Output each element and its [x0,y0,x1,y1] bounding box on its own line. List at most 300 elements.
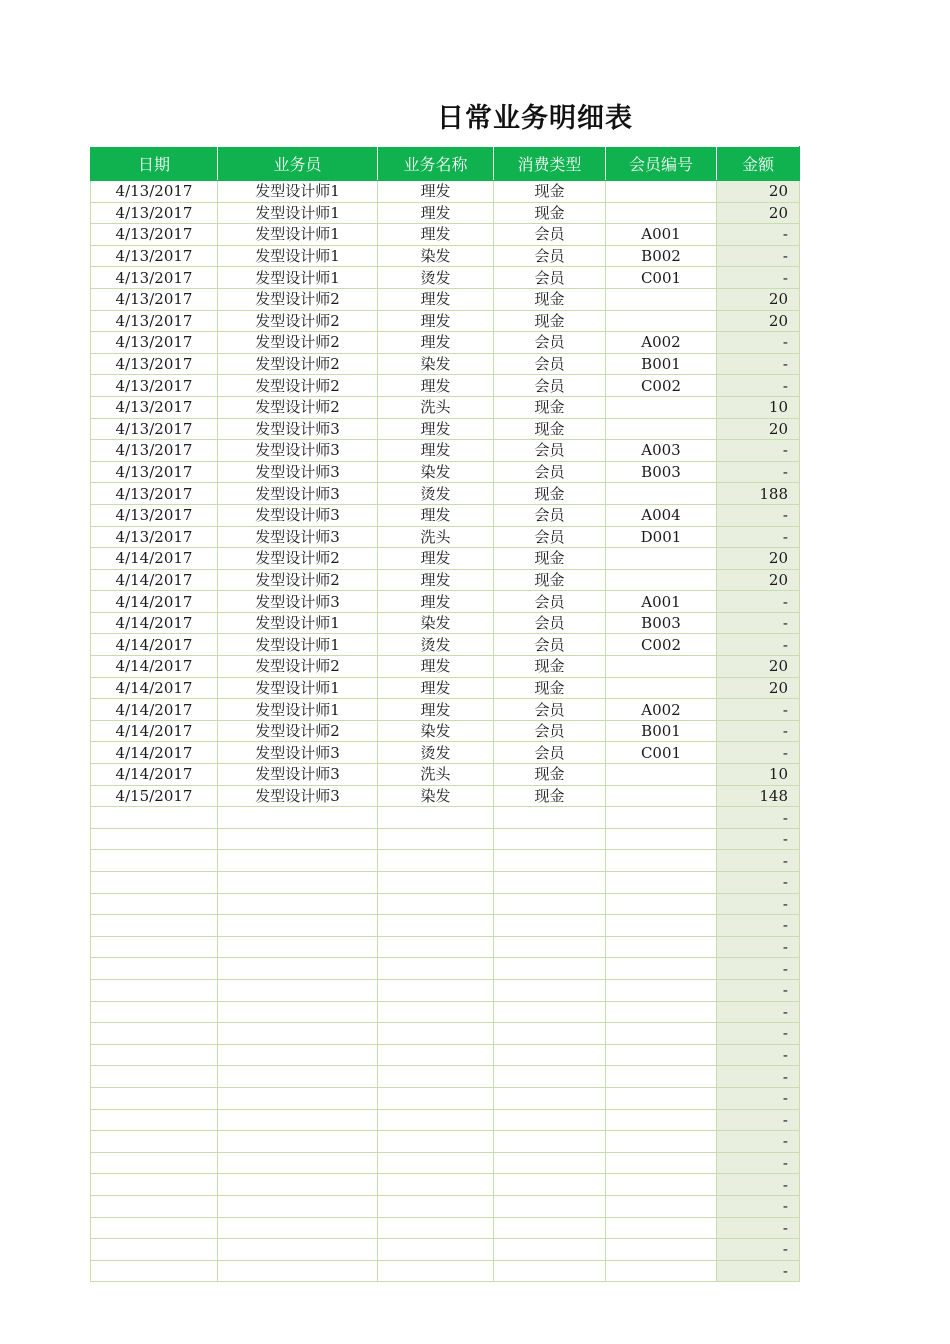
cell-staff[interactable]: 发型设计师3 [218,785,378,807]
cell-staff[interactable] [218,1087,378,1109]
cell-date[interactable]: 4/13/2017 [91,224,218,246]
cell-payment-type[interactable]: 会员 [494,720,606,742]
column-header-service[interactable]: 业务名称 [378,147,494,181]
cell-service[interactable]: 烫发 [378,267,494,289]
cell-payment-type[interactable] [494,1044,606,1066]
cell-date[interactable]: 4/13/2017 [91,375,218,397]
cell-member-id[interactable] [606,1195,717,1217]
cell-payment-type[interactable] [494,850,606,872]
cell-member-id[interactable] [606,958,717,980]
cell-member-id[interactable]: B002 [606,245,717,267]
cell-payment-type[interactable] [494,1174,606,1196]
cell-amount[interactable]: 20 [717,288,800,310]
cell-member-id[interactable] [606,1023,717,1045]
cell-staff[interactable]: 发型设计师1 [218,699,378,721]
cell-staff[interactable] [218,850,378,872]
cell-service[interactable]: 烫发 [378,634,494,656]
cell-member-id[interactable]: A001 [606,224,717,246]
cell-amount[interactable]: - [717,1087,800,1109]
cell-member-id[interactable] [606,396,717,418]
cell-date[interactable]: 4/14/2017 [91,742,218,764]
cell-staff[interactable] [218,893,378,915]
cell-date[interactable]: 4/14/2017 [91,548,218,570]
cell-service[interactable]: 洗头 [378,764,494,786]
cell-date[interactable]: 4/13/2017 [91,396,218,418]
cell-payment-type[interactable]: 现金 [494,202,606,224]
cell-payment-type[interactable]: 现金 [494,483,606,505]
cell-staff[interactable]: 发型设计师1 [218,245,378,267]
cell-service[interactable] [378,1066,494,1088]
cell-member-id[interactable] [606,1066,717,1088]
cell-date[interactable]: 4/14/2017 [91,764,218,786]
cell-service[interactable]: 染发 [378,785,494,807]
cell-staff[interactable] [218,1152,378,1174]
cell-staff[interactable]: 发型设计师2 [218,656,378,678]
cell-date[interactable] [91,958,218,980]
cell-member-id[interactable]: C001 [606,267,717,289]
cell-amount[interactable]: - [717,332,800,354]
cell-member-id[interactable] [606,1152,717,1174]
cell-payment-type[interactable] [494,979,606,1001]
cell-member-id[interactable] [606,1174,717,1196]
cell-staff[interactable]: 发型设计师1 [218,677,378,699]
cell-date[interactable]: 4/13/2017 [91,267,218,289]
cell-staff[interactable] [218,1174,378,1196]
cell-payment-type[interactable] [494,1131,606,1153]
cell-date[interactable] [91,1131,218,1153]
cell-date[interactable]: 4/14/2017 [91,699,218,721]
cell-date[interactable] [91,1174,218,1196]
cell-staff[interactable] [218,915,378,937]
cell-date[interactable]: 4/14/2017 [91,569,218,591]
cell-amount[interactable]: - [717,1217,800,1239]
cell-payment-type[interactable] [494,1001,606,1023]
cell-member-id[interactable]: D001 [606,526,717,548]
cell-service[interactable] [378,1023,494,1045]
cell-payment-type[interactable]: 会员 [494,245,606,267]
cell-payment-type[interactable]: 会员 [494,332,606,354]
cell-staff[interactable] [218,872,378,894]
cell-amount[interactable]: - [717,936,800,958]
cell-payment-type[interactable]: 现金 [494,396,606,418]
cell-member-id[interactable]: A001 [606,591,717,613]
cell-member-id[interactable]: A003 [606,440,717,462]
cell-date[interactable] [91,1109,218,1131]
cell-date[interactable] [91,1239,218,1261]
cell-payment-type[interactable] [494,807,606,829]
cell-member-id[interactable] [606,872,717,894]
cell-member-id[interactable] [606,1239,717,1261]
cell-staff[interactable]: 发型设计师2 [218,548,378,570]
cell-service[interactable] [378,828,494,850]
cell-staff[interactable]: 发型设计师3 [218,418,378,440]
cell-date[interactable]: 4/13/2017 [91,526,218,548]
cell-staff[interactable]: 发型设计师1 [218,612,378,634]
cell-date[interactable] [91,893,218,915]
cell-date[interactable]: 4/13/2017 [91,332,218,354]
cell-amount[interactable]: 20 [717,181,800,203]
cell-member-id[interactable] [606,893,717,915]
cell-staff[interactable] [218,1001,378,1023]
cell-date[interactable]: 4/14/2017 [91,612,218,634]
cell-amount[interactable]: - [717,1131,800,1153]
cell-payment-type[interactable] [494,1217,606,1239]
cell-service[interactable]: 理发 [378,224,494,246]
column-header-amount[interactable]: 金额 [717,147,800,181]
cell-amount[interactable]: 20 [717,677,800,699]
cell-member-id[interactable] [606,1217,717,1239]
cell-amount[interactable]: - [717,1239,800,1261]
cell-date[interactable] [91,1087,218,1109]
cell-member-id[interactable] [606,979,717,1001]
cell-staff[interactable] [218,807,378,829]
cell-service[interactable] [378,1131,494,1153]
cell-staff[interactable]: 发型设计师2 [218,288,378,310]
cell-member-id[interactable] [606,850,717,872]
cell-payment-type[interactable]: 会员 [494,375,606,397]
cell-payment-type[interactable] [494,1023,606,1045]
cell-member-id[interactable]: C002 [606,634,717,656]
cell-staff[interactable]: 发型设计师3 [218,440,378,462]
cell-date[interactable] [91,936,218,958]
cell-date[interactable]: 4/13/2017 [91,181,218,203]
cell-service[interactable]: 理发 [378,591,494,613]
cell-amount[interactable]: 10 [717,764,800,786]
cell-member-id[interactable]: B003 [606,612,717,634]
cell-date[interactable]: 4/14/2017 [91,656,218,678]
cell-amount[interactable]: 188 [717,483,800,505]
cell-service[interactable] [378,893,494,915]
cell-payment-type[interactable] [494,958,606,980]
cell-member-id[interactable] [606,677,717,699]
cell-service[interactable] [378,1087,494,1109]
cell-amount[interactable]: 20 [717,656,800,678]
cell-payment-type[interactable]: 现金 [494,548,606,570]
cell-service[interactable]: 理发 [378,375,494,397]
cell-amount[interactable]: 148 [717,785,800,807]
cell-date[interactable] [91,1195,218,1217]
cell-member-id[interactable] [606,1109,717,1131]
cell-payment-type[interactable]: 会员 [494,353,606,375]
cell-amount[interactable]: - [717,807,800,829]
cell-staff[interactable] [218,1044,378,1066]
cell-payment-type[interactable]: 现金 [494,288,606,310]
cell-payment-type[interactable]: 会员 [494,504,606,526]
cell-date[interactable]: 4/13/2017 [91,483,218,505]
cell-service[interactable] [378,1044,494,1066]
cell-service[interactable]: 烫发 [378,483,494,505]
cell-date[interactable]: 4/14/2017 [91,677,218,699]
cell-staff[interactable] [218,958,378,980]
cell-payment-type[interactable]: 会员 [494,634,606,656]
cell-payment-type[interactable] [494,1109,606,1131]
cell-payment-type[interactable]: 现金 [494,764,606,786]
cell-staff[interactable]: 发型设计师2 [218,353,378,375]
cell-member-id[interactable] [606,483,717,505]
cell-date[interactable] [91,915,218,937]
cell-amount[interactable]: - [717,440,800,462]
cell-date[interactable]: 4/13/2017 [91,461,218,483]
cell-payment-type[interactable]: 会员 [494,699,606,721]
cell-member-id[interactable] [606,1131,717,1153]
cell-staff[interactable]: 发型设计师2 [218,720,378,742]
cell-service[interactable] [378,1260,494,1282]
cell-amount[interactable]: - [717,526,800,548]
cell-member-id[interactable] [606,1044,717,1066]
cell-member-id[interactable]: C001 [606,742,717,764]
cell-service[interactable] [378,1152,494,1174]
cell-service[interactable] [378,850,494,872]
cell-date[interactable]: 4/13/2017 [91,418,218,440]
cell-service[interactable]: 理发 [378,332,494,354]
cell-amount[interactable]: 20 [717,569,800,591]
cell-date[interactable] [91,1001,218,1023]
cell-service[interactable]: 理发 [378,418,494,440]
cell-member-id[interactable]: A004 [606,504,717,526]
cell-amount[interactable]: - [717,893,800,915]
cell-date[interactable] [91,979,218,1001]
cell-amount[interactable]: - [717,1260,800,1282]
cell-payment-type[interactable]: 会员 [494,526,606,548]
cell-staff[interactable] [218,1109,378,1131]
cell-date[interactable] [91,1152,218,1174]
cell-date[interactable]: 4/14/2017 [91,720,218,742]
cell-payment-type[interactable]: 现金 [494,181,606,203]
cell-service[interactable]: 洗头 [378,526,494,548]
cell-date[interactable] [91,1066,218,1088]
cell-staff[interactable]: 发型设计师2 [218,569,378,591]
cell-service[interactable] [378,1109,494,1131]
cell-service[interactable]: 理发 [378,677,494,699]
cell-amount[interactable]: 20 [717,548,800,570]
cell-amount[interactable]: - [717,699,800,721]
cell-staff[interactable]: 发型设计师1 [218,181,378,203]
cell-amount[interactable]: - [717,634,800,656]
cell-staff[interactable]: 发型设计师3 [218,483,378,505]
cell-amount[interactable]: - [717,1023,800,1045]
cell-member-id[interactable]: A002 [606,332,717,354]
cell-service[interactable]: 烫发 [378,742,494,764]
cell-service[interactable]: 理发 [378,569,494,591]
cell-service[interactable]: 染发 [378,245,494,267]
column-header-date[interactable]: 日期 [91,147,218,181]
cell-member-id[interactable] [606,936,717,958]
cell-member-id[interactable] [606,569,717,591]
cell-staff[interactable]: 发型设计师2 [218,332,378,354]
cell-payment-type[interactable] [494,1195,606,1217]
cell-amount[interactable]: - [717,267,800,289]
cell-payment-type[interactable]: 会员 [494,461,606,483]
cell-staff[interactable]: 发型设计师1 [218,202,378,224]
cell-amount[interactable]: 20 [717,418,800,440]
cell-staff[interactable] [218,828,378,850]
cell-amount[interactable]: - [717,461,800,483]
cell-staff[interactable]: 发型设计师2 [218,396,378,418]
cell-member-id[interactable] [606,548,717,570]
cell-payment-type[interactable]: 现金 [494,569,606,591]
cell-payment-type[interactable]: 会员 [494,591,606,613]
cell-amount[interactable]: - [717,828,800,850]
cell-amount[interactable]: - [717,958,800,980]
cell-amount[interactable]: - [717,612,800,634]
cell-payment-type[interactable] [494,1239,606,1261]
cell-amount[interactable]: 10 [717,396,800,418]
cell-service[interactable] [378,936,494,958]
cell-date[interactable] [91,1044,218,1066]
cell-amount[interactable]: - [717,872,800,894]
cell-amount[interactable]: - [717,245,800,267]
cell-payment-type[interactable]: 现金 [494,677,606,699]
cell-service[interactable] [378,915,494,937]
cell-staff[interactable] [218,1195,378,1217]
cell-amount[interactable]: - [717,742,800,764]
cell-payment-type[interactable]: 现金 [494,785,606,807]
cell-service[interactable] [378,958,494,980]
cell-member-id[interactable] [606,1087,717,1109]
cell-amount[interactable]: 20 [717,202,800,224]
cell-date[interactable] [91,872,218,894]
cell-payment-type[interactable]: 会员 [494,224,606,246]
cell-amount[interactable]: - [717,915,800,937]
cell-amount[interactable]: - [717,1066,800,1088]
cell-payment-type[interactable] [494,1152,606,1174]
cell-amount[interactable]: - [717,720,800,742]
cell-service[interactable] [378,807,494,829]
cell-staff[interactable]: 发型设计师3 [218,764,378,786]
cell-payment-type[interactable]: 会员 [494,267,606,289]
cell-staff[interactable]: 发型设计师3 [218,526,378,548]
cell-staff[interactable]: 发型设计师3 [218,504,378,526]
cell-payment-type[interactable] [494,828,606,850]
cell-date[interactable] [91,807,218,829]
cell-amount[interactable]: - [717,1109,800,1131]
cell-service[interactable]: 洗头 [378,396,494,418]
cell-member-id[interactable] [606,181,717,203]
cell-service[interactable]: 理发 [378,504,494,526]
cell-member-id[interactable] [606,202,717,224]
cell-payment-type[interactable]: 现金 [494,418,606,440]
cell-member-id[interactable]: C002 [606,375,717,397]
cell-staff[interactable] [218,936,378,958]
cell-service[interactable] [378,1195,494,1217]
cell-amount[interactable]: - [717,850,800,872]
cell-service[interactable]: 染发 [378,720,494,742]
cell-payment-type[interactable] [494,1087,606,1109]
cell-service[interactable]: 理发 [378,181,494,203]
cell-payment-type[interactable]: 现金 [494,310,606,332]
cell-payment-type[interactable]: 会员 [494,440,606,462]
cell-service[interactable] [378,1001,494,1023]
cell-date[interactable]: 4/13/2017 [91,288,218,310]
cell-amount[interactable]: - [717,1174,800,1196]
cell-member-id[interactable] [606,828,717,850]
cell-staff[interactable] [218,979,378,1001]
cell-payment-type[interactable] [494,915,606,937]
cell-member-id[interactable]: A002 [606,699,717,721]
cell-staff[interactable] [218,1023,378,1045]
cell-member-id[interactable] [606,288,717,310]
cell-service[interactable] [378,1239,494,1261]
cell-date[interactable] [91,1023,218,1045]
cell-payment-type[interactable] [494,936,606,958]
cell-date[interactable] [91,828,218,850]
cell-member-id[interactable] [606,1001,717,1023]
cell-service[interactable]: 理发 [378,202,494,224]
cell-amount[interactable]: - [717,979,800,1001]
cell-date[interactable] [91,1217,218,1239]
cell-amount[interactable]: - [717,591,800,613]
cell-staff[interactable] [218,1239,378,1261]
cell-service[interactable]: 染发 [378,461,494,483]
cell-payment-type[interactable]: 会员 [494,742,606,764]
cell-service[interactable]: 理发 [378,440,494,462]
cell-member-id[interactable] [606,764,717,786]
cell-amount[interactable]: - [717,224,800,246]
cell-payment-type[interactable]: 会员 [494,612,606,634]
cell-date[interactable]: 4/13/2017 [91,440,218,462]
column-header-payment-type[interactable]: 消费类型 [494,147,606,181]
cell-date[interactable]: 4/13/2017 [91,310,218,332]
cell-date[interactable] [91,1260,218,1282]
cell-staff[interactable]: 发型设计师1 [218,634,378,656]
cell-staff[interactable]: 发型设计师1 [218,224,378,246]
cell-staff[interactable] [218,1066,378,1088]
cell-staff[interactable] [218,1131,378,1153]
cell-staff[interactable] [218,1217,378,1239]
cell-date[interactable]: 4/13/2017 [91,245,218,267]
cell-service[interactable]: 理发 [378,699,494,721]
cell-member-id[interactable] [606,915,717,937]
cell-member-id[interactable] [606,656,717,678]
cell-amount[interactable]: - [717,375,800,397]
cell-staff[interactable] [218,1260,378,1282]
cell-service[interactable]: 染发 [378,353,494,375]
cell-payment-type[interactable]: 现金 [494,656,606,678]
cell-service[interactable] [378,1217,494,1239]
cell-service[interactable]: 理发 [378,656,494,678]
cell-amount[interactable]: - [717,504,800,526]
cell-amount[interactable]: - [717,1001,800,1023]
cell-staff[interactable]: 发型设计师2 [218,375,378,397]
cell-service[interactable]: 理发 [378,288,494,310]
cell-service[interactable]: 染发 [378,612,494,634]
cell-staff[interactable]: 发型设计师2 [218,310,378,332]
cell-payment-type[interactable] [494,893,606,915]
cell-payment-type[interactable] [494,1066,606,1088]
cell-staff[interactable]: 发型设计师1 [218,267,378,289]
cell-member-id[interactable]: B001 [606,353,717,375]
cell-service[interactable] [378,979,494,1001]
cell-date[interactable] [91,850,218,872]
cell-member-id[interactable] [606,1260,717,1282]
column-header-staff[interactable]: 业务员 [218,147,378,181]
cell-member-id[interactable] [606,807,717,829]
cell-amount[interactable]: - [717,1152,800,1174]
cell-member-id[interactable] [606,310,717,332]
cell-amount[interactable]: - [717,1195,800,1217]
cell-service[interactable]: 理发 [378,548,494,570]
cell-amount[interactable]: - [717,1044,800,1066]
cell-payment-type[interactable] [494,1260,606,1282]
cell-date[interactable]: 4/13/2017 [91,353,218,375]
cell-date[interactable]: 4/14/2017 [91,634,218,656]
cell-payment-type[interactable] [494,872,606,894]
cell-staff[interactable]: 发型设计师3 [218,591,378,613]
column-header-member-id[interactable]: 会员编号 [606,147,717,181]
cell-date[interactable]: 4/15/2017 [91,785,218,807]
cell-member-id[interactable] [606,418,717,440]
cell-amount[interactable]: 20 [717,310,800,332]
